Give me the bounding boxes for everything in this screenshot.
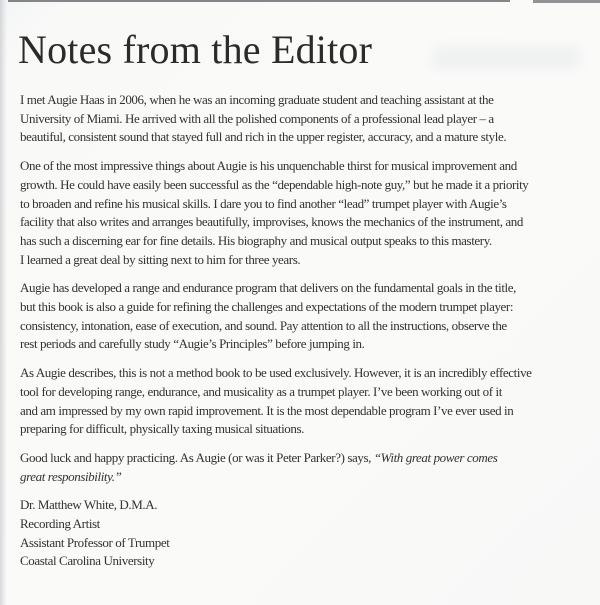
- text-line: One of the most impressive things about Augie is his unquenchable thirst for musical improvement and: [20, 158, 517, 174]
- paragraph-method: [20, 364, 598, 439]
- paragraph-impressive: [20, 157, 598, 269]
- text-line: rest periods and carefully study “Augie’s Principles” before jumping in.: [20, 336, 365, 352]
- text-line: and am impressed by my own rapid improvement. It is the most dependable program I’ve ever used in: [20, 402, 514, 418]
- text-line: tool for developing range, endurance, and musicality as a trumpet player. I’ve been working out of it: [20, 383, 502, 399]
- editor-notes-body: [20, 91, 598, 571]
- paragraph-intro: [20, 91, 598, 147]
- signature-institution: Coastal Carolina University: [20, 553, 155, 569]
- text-line: I met Augie Haas in 2006, when he was an incoming graduate student and teaching assistant at the: [20, 92, 494, 107]
- closing-normal-text: Good luck and happy practicing. As Augie (or was it Peter Parker?) says,: [20, 449, 374, 465]
- paragraph-closing: [20, 449, 598, 486]
- signature-role: Recording Artist: [20, 516, 100, 532]
- text-line: consistency, intonation, ease of execution, and sound. Pay attention to all the instructions, observe the: [20, 317, 507, 333]
- text-line: I learned a great deal by sitting next to him for three years.: [20, 251, 301, 267]
- text-line: beautiful, consistent sound that stayed full and rich in the upper register, accuracy, and a mature style.: [20, 129, 507, 145]
- text-line: to broaden and refine his musical skills. I dare you to find another “lead” trumpet player with Augie’s: [20, 195, 507, 211]
- signature-name: Dr. Matthew White, D.M.A.: [20, 497, 158, 513]
- paragraph-program: [20, 279, 598, 354]
- scan-edge-artifact: [8, 0, 510, 2]
- signature-block: [20, 496, 598, 571]
- text-line: growth. He could have easily been successful as the “dependable high-note guy,” but he made it a priority: [20, 176, 529, 192]
- text-line: [20, 449, 598, 468]
- text-line: Augie has developed a range and endurance program that delivers on the fundamental goals in the title,: [20, 280, 516, 296]
- closing-quote-italic: “With great power comes: [373, 449, 498, 465]
- scan-edge-shadow: [0, 0, 7, 605]
- text-line: has such a discerning ear for fine details. His biography and musical output speaks to this mastery.: [20, 232, 492, 248]
- text-line: preparing for difficult, physically taxing musical situations.: [20, 421, 305, 437]
- show-through-artifact: [432, 46, 582, 70]
- text-line: University of Miami. He arrived with all the polished components of a professional lead player – a: [20, 110, 494, 126]
- text-line: but this book is also a guide for refining the challenges and expectations of the modern trumpet player:: [20, 299, 514, 315]
- signature-role: Assistant Professor of Trumpet: [20, 534, 170, 550]
- text-line: facility that also writes and arranges beautifully, improvises, knows the mechanics of the instrument, and: [20, 214, 523, 230]
- text-line: great responsibility.”: [20, 468, 122, 484]
- text-line: As Augie describes, this is not a method book to be used exclusively. However, it is an incredibly effective: [20, 365, 532, 381]
- page-title: Notes from the Editor: [18, 27, 373, 72]
- scan-edge-artifact: [533, 0, 600, 3]
